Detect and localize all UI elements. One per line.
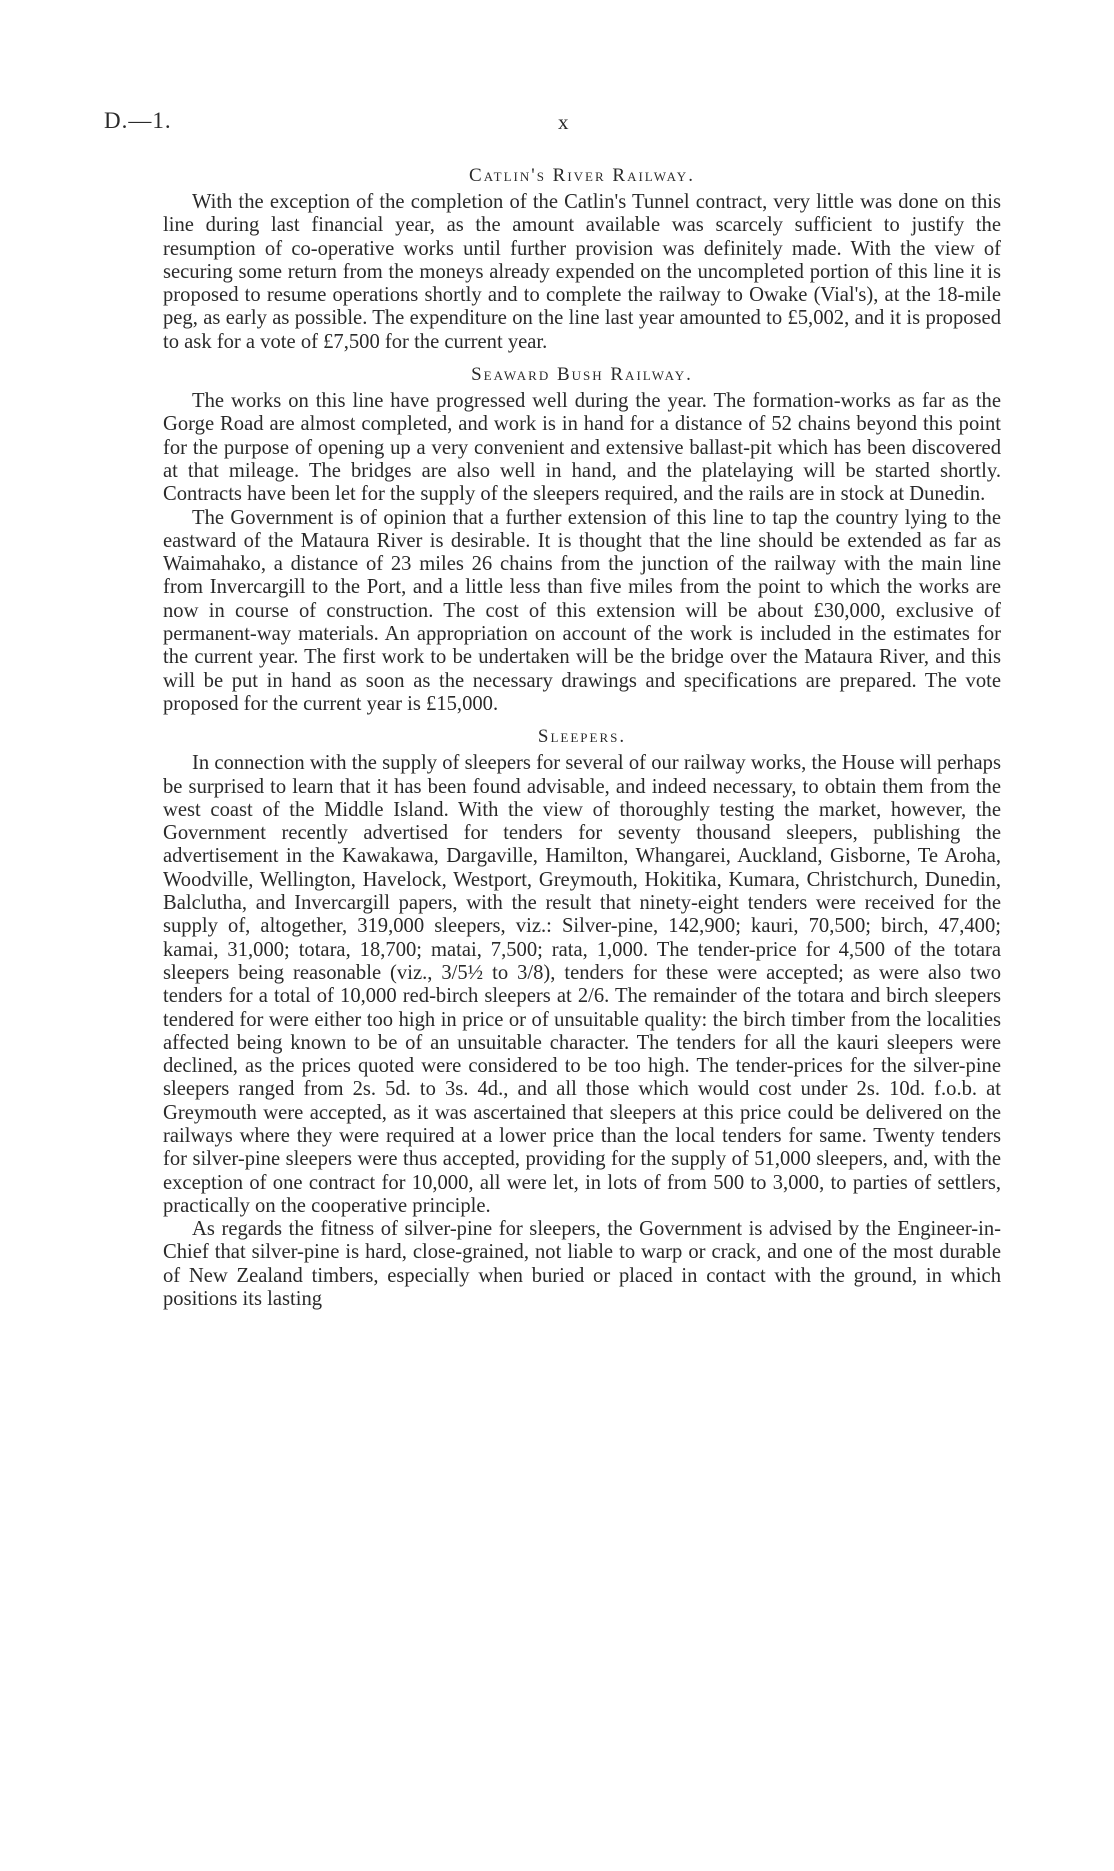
section-catlins-river-railway (163, 164, 1001, 354)
page-number: x (558, 110, 569, 134)
page-header (104, 108, 1002, 138)
paragraph: In connection with the supply of sleepers for several of our railway works, the House will perhaps be surprised to learn that it has been found advisable, and indeed necessary, to obtain them from the west coast of the Middle Island. With the view of thoroughly testing the market, however, the Government recently advertised for tenders for seventy thousand sleepers, publishing the advertisement in the Kawakawa, Dargaville, Hamilton, Whangarei, Auckland, Gisborne, Te Aroha, Woodville, Wellington, Havelock, Westport, Greymouth, Hokitika, Kumara, Christchurch, Dunedin, Balclutha, and Invercargill papers, with the result that ninety-eight tenders were received for the supply of, altogether, 319,000 sleepers, viz.: Silver-pine, 142,900; kauri, 70,500; birch, 47,400; kamai, 31,000; totara, 18,700; matai, 7,500; rata, 1,000. The tender-price for 4,500 of the totara sleepers being reasonable (viz., 3/5½ to 3/8), tenders for these were accepted; as were also two tenders for a total of 10,000 red-birch sleepers at 2/6. The remainder of the totara and birch sleepers tendered for were either too high in price or of unsuitable quality: the birch timber from the localities affected being known to be of an unsuitable character. The tenders for all the kauri sleepers were declined, as the prices quoted were considered to be too high. The tender-prices for the silver-pine sleepers ranged from 2s. 5d. to 3s. 4d., and all those which would cost under 2s. 10d. f.o.b. at Greymouth were accepted, as it was ascertained that sleepers at this price could be delivered on the railways where they were required at a lower price than the local tenders for same. Twenty tenders for silver-pine sleepers were thus accepted, providing for the supply of 51,000 sleepers, and, with the exception of one contract for 10,000, all were let, in lots of from 500 to 3,000, to parties of settlers, practically on the cooperative principle. (163, 752, 1001, 1217)
section-heading: Catlin's River Railway. (469, 165, 695, 186)
section-seaward-bush-railway (163, 363, 1001, 716)
section-sleepers (163, 725, 1001, 1311)
paragraph: The works on this line have progressed well during the year. The formation-works as far as the Gorge Road are almost completed, and work is in hand for a distance of 52 chains beyond this point for the purpose of opening up a very convenient and extensive ballast-pit which has been discovered at that mileage. The bridges are also well in hand, and the platelaying will be started shortly. Contracts have been let for the supply of the sleepers required, and the rails are in stock at Dunedin. (163, 390, 1001, 506)
section-heading: Sleepers. (537, 726, 627, 748)
paragraph: With the exception of the completion of the Catlin's Tunnel contract, very little was done on this line during last financial year, as the amount available was scarcely sufficient to justify the resumption of co-operative works until further provision was definitely made. With the view of securing some return from the moneys already expended on the uncompleted portion of this line it is proposed to resume operations shortly and to complete the railway to Owake (Vial's), at the 18-mile peg, as early as possible. The expenditure on the line last year amounted to £5,002, and it is proposed to ask for a vote of £7,500 for the current year. (163, 191, 1001, 353)
document-body (163, 164, 1001, 1311)
page-reference: D.—1. (104, 108, 172, 133)
section-heading: Seaward Bush Railway. (471, 364, 693, 386)
paragraph: As regards the fitness of silver-pine for sleepers, the Government is advised by the Engineer-in-Chief that silver-pine is hard, close-grained, not liable to warp or crack, and one of the most durable of New Zealand timbers, especially when buried or placed in contact with the ground, in which positions its lasting (163, 1218, 1001, 1311)
paragraph: The Government is of opinion that a further extension of this line to tap the country lying to the eastward of the Mataura River is desirable. It is thought that the line should be extended as far as Waimahako, a distance of 23 miles 26 chains from the junction of the railway with the main line from Invercargill to the Port, and a little less than five miles from the point to which the works are now in course of construction. The cost of this extension will be about £30,000, exclusive of permanent-way materials. An appropriation on account of the work is included in the estimates for the current year. The first work to be undertaken will be the bridge over the Mataura River, and this will be put in hand as soon as the necessary drawings and specifications are prepared. The vote proposed for the current year is £15,000. (163, 506, 1001, 715)
